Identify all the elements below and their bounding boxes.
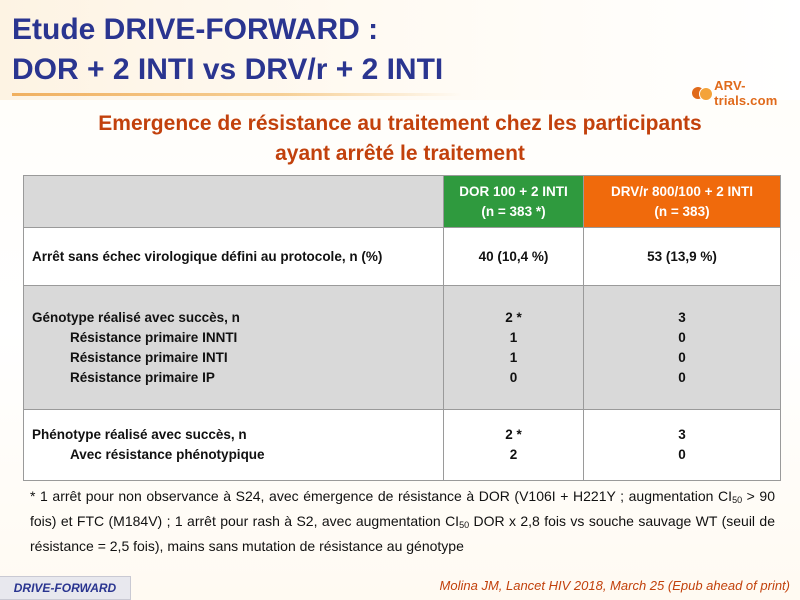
header-blank-cell xyxy=(24,176,444,228)
subtitle-line-2: ayant arrêté le traitement xyxy=(275,142,525,165)
drv-value: 3 xyxy=(678,309,686,325)
footnote-text-3: DOR x 2,8 fois vs souche sauvage WT (seuil de résistance = 2,5 fois), mains sans mutation de résistance au génotype xyxy=(30,513,776,554)
genotype-drv-values xyxy=(584,286,781,410)
header-dor-arm xyxy=(444,176,584,228)
sub-row-label: Résistance primaire IP xyxy=(70,369,215,385)
header-drv-arm xyxy=(584,176,781,228)
dor-arm-n: (n = 383 *) xyxy=(481,203,546,219)
phenotype-drv-values xyxy=(584,410,781,481)
citation: Molina JM, Lancet HIV 2018, March 25 (Epub ahead of print) xyxy=(439,578,790,593)
dor-value: 40 (10,4 %) xyxy=(444,228,584,286)
drv-value: 0 xyxy=(678,447,686,462)
title-underline xyxy=(12,93,462,96)
table-row-genotype xyxy=(24,286,781,410)
drv-value: 0 xyxy=(678,369,686,385)
footnote-text-1: * 1 arrêt pour non observance à S24, avec émergence de résistance à DOR (V106I + H221Y ; augmentation CI xyxy=(30,488,733,504)
drv-arm-name: DRV/r 800/100 + 2 INTI xyxy=(611,183,753,199)
drv-value: 0 xyxy=(678,329,686,345)
dor-arm-name: DOR 100 + 2 INTI xyxy=(459,183,568,199)
logo-circles-icon xyxy=(692,85,710,101)
slide-title xyxy=(12,10,443,90)
phenotype-labels xyxy=(24,410,444,481)
subtitle-line-1: Emergence de résistance au traitement chez les participants xyxy=(98,112,702,135)
drv-arm-n: (n = 383) xyxy=(654,203,710,219)
dor-value: 1 xyxy=(509,329,518,345)
footnote-subscript: 50 xyxy=(459,520,470,530)
dor-value: 2 xyxy=(509,447,518,462)
footnote xyxy=(30,486,775,557)
drv-value: 53 (13,9 %) xyxy=(584,228,781,286)
table-header-row xyxy=(24,176,781,228)
dor-value: 2 * xyxy=(505,427,522,442)
arv-trials-logo xyxy=(692,78,800,108)
genotype-dor-values xyxy=(444,286,584,410)
study-badge: DRIVE-FORWARD xyxy=(0,576,131,600)
title-line-2: DOR + 2 INTI vs DRV/r + 2 INTI xyxy=(12,53,444,86)
phenotype-dor-values xyxy=(444,410,584,481)
sub-row-label: Résistance primaire INTI xyxy=(70,349,228,365)
slide-subtitle xyxy=(40,109,760,169)
logo-text: ARV-trials.com xyxy=(714,78,778,108)
genotype-labels xyxy=(24,286,444,410)
table-row-discontinuation xyxy=(24,228,781,286)
row-label: Phénotype réalisé avec succès, n xyxy=(32,427,247,442)
footnote-subscript: 50 xyxy=(732,495,743,505)
dor-value: 2 * xyxy=(505,309,522,325)
results-table xyxy=(23,175,781,481)
footnote-text-2: > 90 fois) et FTC (M184V) ; 1 arrêt pour rash à S2, avec augmentation CI xyxy=(30,488,775,529)
table-row-phenotype xyxy=(24,410,781,481)
drv-value: 3 xyxy=(678,427,686,442)
row-label: Génotype réalisé avec succès, n xyxy=(32,309,240,325)
row-label: Arrêt sans échec virologique défini au protocole, n (%) xyxy=(24,228,444,286)
title-line-1: Etude DRIVE-FORWARD : xyxy=(12,13,379,46)
sub-row-label: Résistance primaire INNTI xyxy=(70,329,238,345)
drv-value: 0 xyxy=(678,349,686,365)
dor-value: 0 xyxy=(509,369,518,385)
dor-value: 1 xyxy=(509,349,518,365)
sub-row-label: Avec résistance phénotypique xyxy=(70,447,265,462)
